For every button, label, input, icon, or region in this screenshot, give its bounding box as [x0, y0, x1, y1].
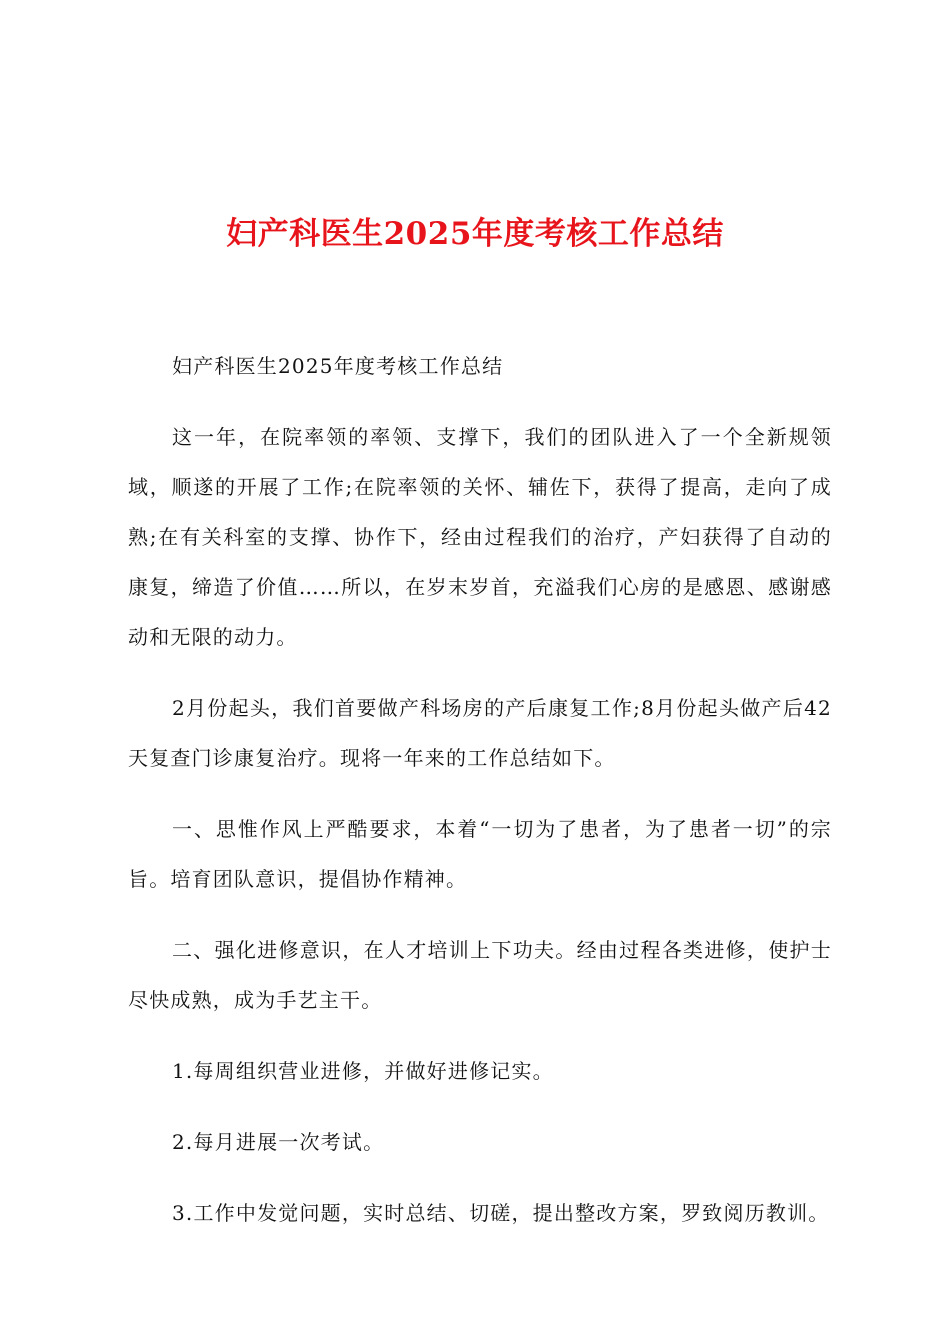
paragraph-section-one: 一、思惟作风上严酷要求，本着“一切为了患者，为了患者一切”的宗旨。培育团队意识，提倡协作精神。: [128, 817, 832, 891]
document-body: [128, 341, 832, 1259]
list-item-1: 1.每周组织营业进修，并做好进修记实。: [172, 1059, 554, 1083]
document-title: 妇产科医生2025年度考核工作总结: [226, 216, 724, 252]
list-item-3: 3.工作中发觉问题，实时总结、切磋，提出整改方案，罗致阅历教训。: [172, 1201, 830, 1225]
list-item-2: 2.每月进展一次考试。: [172, 1130, 385, 1154]
subtitle-paragraph: 妇产科医生2025年度考核工作总结: [172, 354, 504, 378]
paragraph-schedule: 2月份起头，我们首要做产科场房的产后康复工作;8月份起头做产后42天复查门诊康复治疗。现将一年来的工作总结如下。: [128, 696, 832, 770]
paragraph-intro: 这一年，在院率领的率领、支撑下，我们的团队进入了一个全新规领域，顺遂的开展了工作;在院率领的关怀、辅佐下，获得了提高，走向了成熟;在有关科室的支撑、协作下，经由过程我们的治疗，产妇获得了自动的康复，缔造了价值……所以，在岁末岁首，充溢我们心房的是感恩、感谢感动和无限的动力。: [128, 425, 832, 649]
paragraph-section-two: 二、强化进修意识，在人才培训上下功夫。经由过程各类进修，使护士尽快成熟，成为手艺主干。: [128, 938, 832, 1012]
